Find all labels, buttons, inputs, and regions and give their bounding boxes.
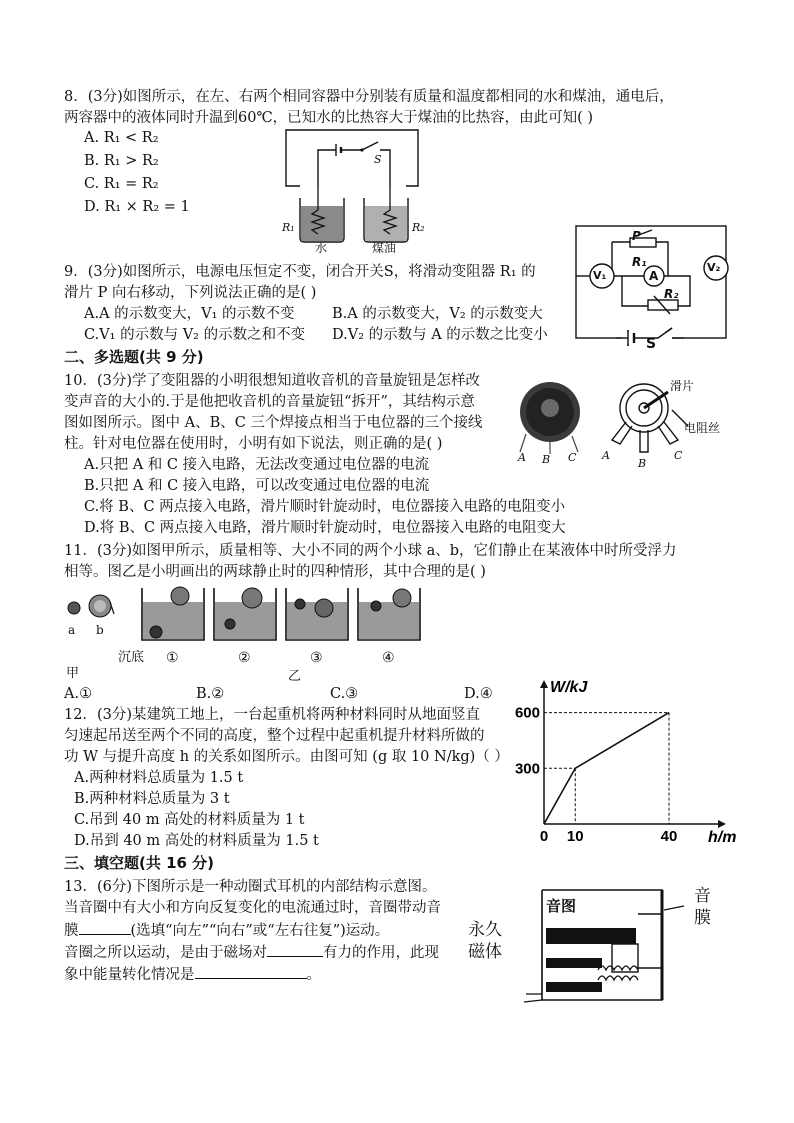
section-multiple-choice-heading: 二、多选题(共 9 分)	[64, 348, 204, 366]
q10-option-b: B.只把 A 和 C 接入电路，可以改变通过电位器的电流	[84, 478, 430, 494]
section-fill-blank-heading: 三、填空题(共 16 分)	[64, 854, 215, 872]
q11-option-a: A.①	[64, 686, 93, 702]
q9-figure-circuit	[572, 222, 732, 352]
q9-figure-ammeter-label: A	[649, 269, 659, 283]
q13-membrane-label-2: 膜	[694, 908, 711, 928]
q8-option-a: A. R₁ < R₂	[84, 130, 159, 146]
chart-x-tick-label: 40	[660, 828, 678, 842]
q12-stem-line3: 功 W 与提升高度 h 的关系如图所示。由图可知 (g 取 10 N/kg)（ ）	[64, 749, 509, 765]
q9-option-b: B.A 的示数变大，V₂ 的示数变大	[332, 306, 543, 322]
q8-option-d: D. R₁ × R₂ = 1	[84, 199, 190, 215]
q13-line2: 当音圈中有大小和方向反复变化的电流通过时，音圈带动音	[64, 900, 441, 916]
q11-figure-balls	[62, 584, 432, 676]
q13-line5-start: 象中能量转化情况是	[64, 967, 195, 983]
q9-figure-v1-label: V₁	[593, 269, 607, 282]
q10-schematic-label-a: A	[602, 449, 610, 462]
q12-option-d: D.吊到 40 m 高处的材料质量为 1.5 t	[74, 833, 319, 849]
q10-photo-label-b: B	[542, 453, 551, 466]
q13-figure-earphone	[462, 884, 728, 1012]
q8-figure-circuit	[278, 126, 428, 255]
q9-figure-r1-label: R₁	[632, 255, 647, 269]
chart-x-axis-arrow	[718, 820, 726, 828]
q9-option-d: D.V₂ 的示数与 A 的示数之比变小	[332, 327, 548, 343]
q13-blank-1[interactable]	[79, 920, 131, 935]
q13-stem-line1: 13．(6分)下图所示是一种动圈式耳机的内部结构示意图。	[64, 879, 437, 895]
q9-figure-r2-label: R₂	[664, 287, 679, 301]
q11-figure-jia-label: 甲	[66, 666, 80, 681]
q13-line3-start: 膜	[64, 923, 79, 939]
q13-magnet-label-1: 永久	[468, 920, 502, 940]
q9-figure-v2-label: V₂	[707, 261, 721, 274]
q10-slider-label: 滑片	[670, 379, 695, 393]
q8-figure-water-label: 水	[315, 241, 328, 255]
q13-line4-start: 音圈之所以运动，是由于磁场对	[64, 945, 267, 961]
q8-stem-line2: 两容器中的液体同时升温到60℃，已知水的比热容大于煤油的比热容，由此可知( )	[64, 110, 594, 126]
q10-stem-line2: 变声音的大小的.于是他把收音机的音量旋钮“拆开”，其结构示意	[64, 394, 475, 410]
q11-sink-label: 沉底	[118, 650, 145, 665]
q12-stem-line2: 匀速起吊送至两个不同的高度，整个过程中起重机提升材料所做的	[64, 728, 485, 744]
q10-resistance-wire-label: 电阻丝	[684, 421, 721, 435]
q8-figure-r2-label: R₂	[412, 221, 425, 234]
q8-figure-switch-label: S	[374, 153, 382, 166]
q10-stem-line3: 图如图所示。图中 A、B、C 三个焊接点相当于电位器的三个接线	[64, 415, 483, 431]
q10-stem-line1: 10．(3分)学了变阻器的小明很想知道收音机的音量旋钮是怎样改	[64, 373, 480, 389]
q11-ball-b-label: b	[96, 623, 104, 637]
chart-y-axis-arrow	[540, 680, 548, 688]
q11-option-c: C.③	[330, 686, 359, 702]
q11-option-b: B.②	[196, 686, 225, 702]
q8-figure-oil-label: 煤油	[372, 241, 397, 255]
q13-membrane-label-1: 音	[694, 886, 711, 906]
q13-blank-2[interactable]	[267, 942, 323, 957]
q11-case3-label: ③	[310, 650, 323, 666]
q11-stem-line2: 相等。图乙是小明画出的两球静止时的四种情形，其中合理的是( )	[64, 564, 486, 580]
q13-line4-end: 有力的作用，此现	[323, 945, 439, 961]
q10-stem-line4: 柱。针对电位器在使用时，小明有如下说法，则正确的是( )	[64, 436, 443, 452]
q13-line4	[64, 942, 439, 963]
q11-ball-a-label: a	[68, 623, 76, 637]
q8-option-c: C. R₁ = R₂	[84, 176, 159, 192]
q10-photo-label-c: C	[568, 451, 577, 464]
chart-x-axis-label: h/m	[708, 829, 736, 842]
q10-option-c: C.将 B、C 两点接入电路，滑片顺时针旋动时，电位器接入电路的电阻变小	[84, 499, 566, 515]
q9-figure-p-label: P	[632, 229, 641, 243]
q13-coil-label: 音图	[546, 897, 577, 915]
q10-photo-label-a: A	[518, 451, 526, 464]
q8-stem-line1: 8．(3分)如图所示，在左、右两个相同容器中分别装有质量和温度都相同的水和煤油，通电后，	[64, 89, 674, 105]
q10-option-d: D.将 B、C 两点接入电路，滑片顺时针旋动时，电位器接入电路的电阻变大	[84, 520, 566, 536]
q13-blank-3[interactable]	[195, 964, 307, 979]
q13-line5	[64, 964, 321, 985]
chart-y-axis-label: W/kJ	[550, 679, 588, 696]
q9-stem-line2: 滑片 P 向右移动，下列说法正确的是( )	[64, 285, 317, 301]
q12-option-c: C.吊到 40 m 高处的材料质量为 1 t	[74, 812, 305, 828]
q9-stem-line1: 9．(3分)如图所示，电源电压恒定不变，闭合开关S，将滑动变阻器 R₁ 的	[64, 264, 536, 280]
chart-y-tick-label: 300	[514, 760, 540, 778]
chart-x-tick-label: 0	[539, 828, 549, 842]
chart-data-line	[544, 713, 669, 824]
q10-schematic-label-b: B	[638, 457, 647, 470]
q11-stem-line1: 11．(3分)如图甲所示，质量相等、大小不同的两个小球 a、b，它们静止在某液体中时所受浮力	[64, 543, 677, 559]
q12-option-b: B.两种材料总质量为 3 t	[74, 791, 230, 807]
q11-case2-label: ②	[238, 650, 251, 666]
q11-case1-label: ①	[166, 650, 179, 666]
q11-figure-yi-label: 乙	[288, 669, 302, 684]
q10-schematic-label-c: C	[674, 449, 683, 462]
q8-figure-r1-label: R₁	[282, 221, 295, 234]
q12-work-height-chart	[506, 676, 736, 842]
q13-line3	[64, 920, 389, 941]
q13-magnet-label-2: 磁体	[468, 942, 502, 962]
q9-option-c: C.V₁ 的示数与 V₂ 的示数之和不变	[84, 327, 306, 343]
q9-figure-switch-label: S	[646, 336, 657, 352]
chart-x-tick-label: 10	[566, 828, 584, 842]
q10-figure-potentiometer	[512, 378, 721, 470]
chart-y-tick-label: 600	[514, 704, 540, 722]
q8-option-b: B. R₁ > R₂	[84, 153, 159, 169]
q11-option-d: D.④	[464, 686, 493, 702]
q10-option-a: A.只把 A 和 C 接入电路，无法改变通过电位器的电流	[84, 457, 430, 473]
q13-line5-end: 。	[306, 967, 321, 983]
q9-option-a: A.A 的示数变大，V₁ 的示数不变	[84, 306, 295, 322]
q13-line3-end: (选填“向左”“向右”或“左右往复”)运动。	[130, 923, 390, 939]
q12-chart-svg	[506, 676, 736, 842]
q11-case4-label: ④	[382, 650, 395, 666]
q12-option-a: A.两种材料总质量为 1.5 t	[74, 770, 244, 786]
q12-stem-line1: 12．(3分)某建筑工地上，一台起重机将两种材料同时从地面竖直	[64, 707, 480, 723]
